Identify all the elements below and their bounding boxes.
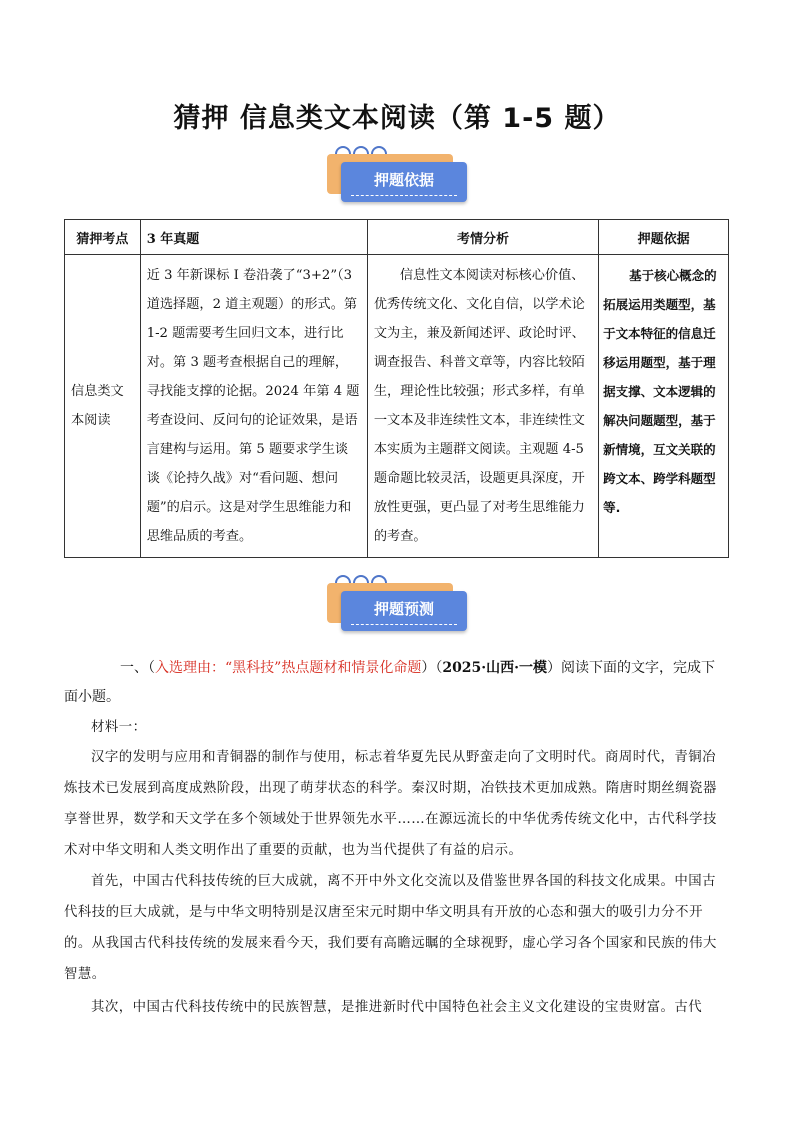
question-instruction: ）阅读下面的文字，完成下面小题。 bbox=[64, 660, 716, 705]
section-badge-basis bbox=[327, 146, 467, 204]
question-intro bbox=[64, 654, 729, 712]
header-topic: 猜押考点 bbox=[65, 220, 141, 255]
question-source: 2025·山西·一模 bbox=[442, 660, 548, 676]
table-row bbox=[65, 255, 729, 558]
header-recent: 3 年真题 bbox=[140, 220, 367, 255]
material-label: 材料一： bbox=[91, 720, 147, 735]
cell-analysis: 信息性文本阅读对标核心价值、优秀传统文化、文化自信，以学术论文为主，兼及新闻述评、政论时评、调查报告、科普文章等，内容比较陌生，理论性比较强；形式多样，有单一文本及非连续性文本，非连续性文本实质为主题群文阅读。主观题 4-5 题命题比较灵活，设题更具深度，开放性更强，更凸显了对考生思维能力的考查。 bbox=[367, 255, 598, 558]
badge-label: 押题依据 bbox=[373, 171, 434, 189]
page-title: 猜押 信息类文本阅读（第 1-5 题） bbox=[173, 103, 621, 134]
badge-label: 押题预测 bbox=[373, 600, 434, 618]
passage-paragraph-1: 汉字的发明与应用和青铜器的制作与使用，标志着华夏先民从野蛮走向了文明时代。商周时代，青铜冶炼技术已发展到高度成熟阶段，出现了萌芽状态的科学。秦汉时期，冶铁技术更加成熟。隋唐时期丝绸瓷器享誉世界，数学和天文学在多个领域处于世界领先水平……在源远流长的中华优秀传统文化中，古代科学技术对中华文明和人类文明作出了重要的贡献，也为当代提供了有益的启示。 bbox=[64, 750, 717, 858]
header-analysis: 考情分析 bbox=[367, 220, 598, 255]
passage-paragraph-3: 其次，中国古代科技传统中的民族智慧，是推进新时代中国特色社会主义文化建设的宝贵财富。古代 bbox=[91, 1000, 703, 1015]
cell-basis: 基于核心概念的拓展运用类题型，基于文本特征的信息迁移运用题型，基于理据支撑、文本逻辑的解决问题题型，基于新情境，互文关联的跨文本、跨学科题型等. bbox=[599, 255, 729, 558]
passage-paragraph-2: 首先，中国古代科技传统的巨大成就，离不开中外文化交流以及借鉴世界各国的科技文化成果。中国古代科技的巨大成就，是与中华文明特别是汉唐至宋元时期中华文明具有开放的心态和强大的吸引力分不开的。从我国古代科技传统的发展来看今天，我们要有高瞻远瞩的全球视野，虚心学习各个国家和民族的伟大智慧。 bbox=[64, 874, 717, 982]
analysis-table bbox=[64, 219, 729, 558]
question-prefix: 一、（ bbox=[120, 660, 155, 676]
header-basis: 押题依据 bbox=[599, 220, 729, 255]
table-header-row bbox=[65, 220, 729, 255]
cell-recent: 近 3 年新课标 I 卷沿袭了“3+2”（3 道选择题，2 道主观题）的形式。第 1-2 题需要考生回归文本，进行比对。第 3 题考查根据自己的理解，寻找能支撑的论据。2024 年第 4 题考查设问、反问句的论证效果，是语言建构与运用。第 5 题要求学生谈谈《论持久战》对“看问题、想问题”的启示。这是对学生思维能力和思维品质的考查。 bbox=[140, 255, 367, 558]
cell-topic: 信息类文本阅读 bbox=[65, 255, 141, 558]
section-badge-forecast bbox=[327, 575, 467, 633]
question-suffix: ）（ bbox=[421, 660, 443, 676]
selection-reason: 入选理由：“黑科技”热点题材和情景化命题 bbox=[155, 660, 422, 676]
